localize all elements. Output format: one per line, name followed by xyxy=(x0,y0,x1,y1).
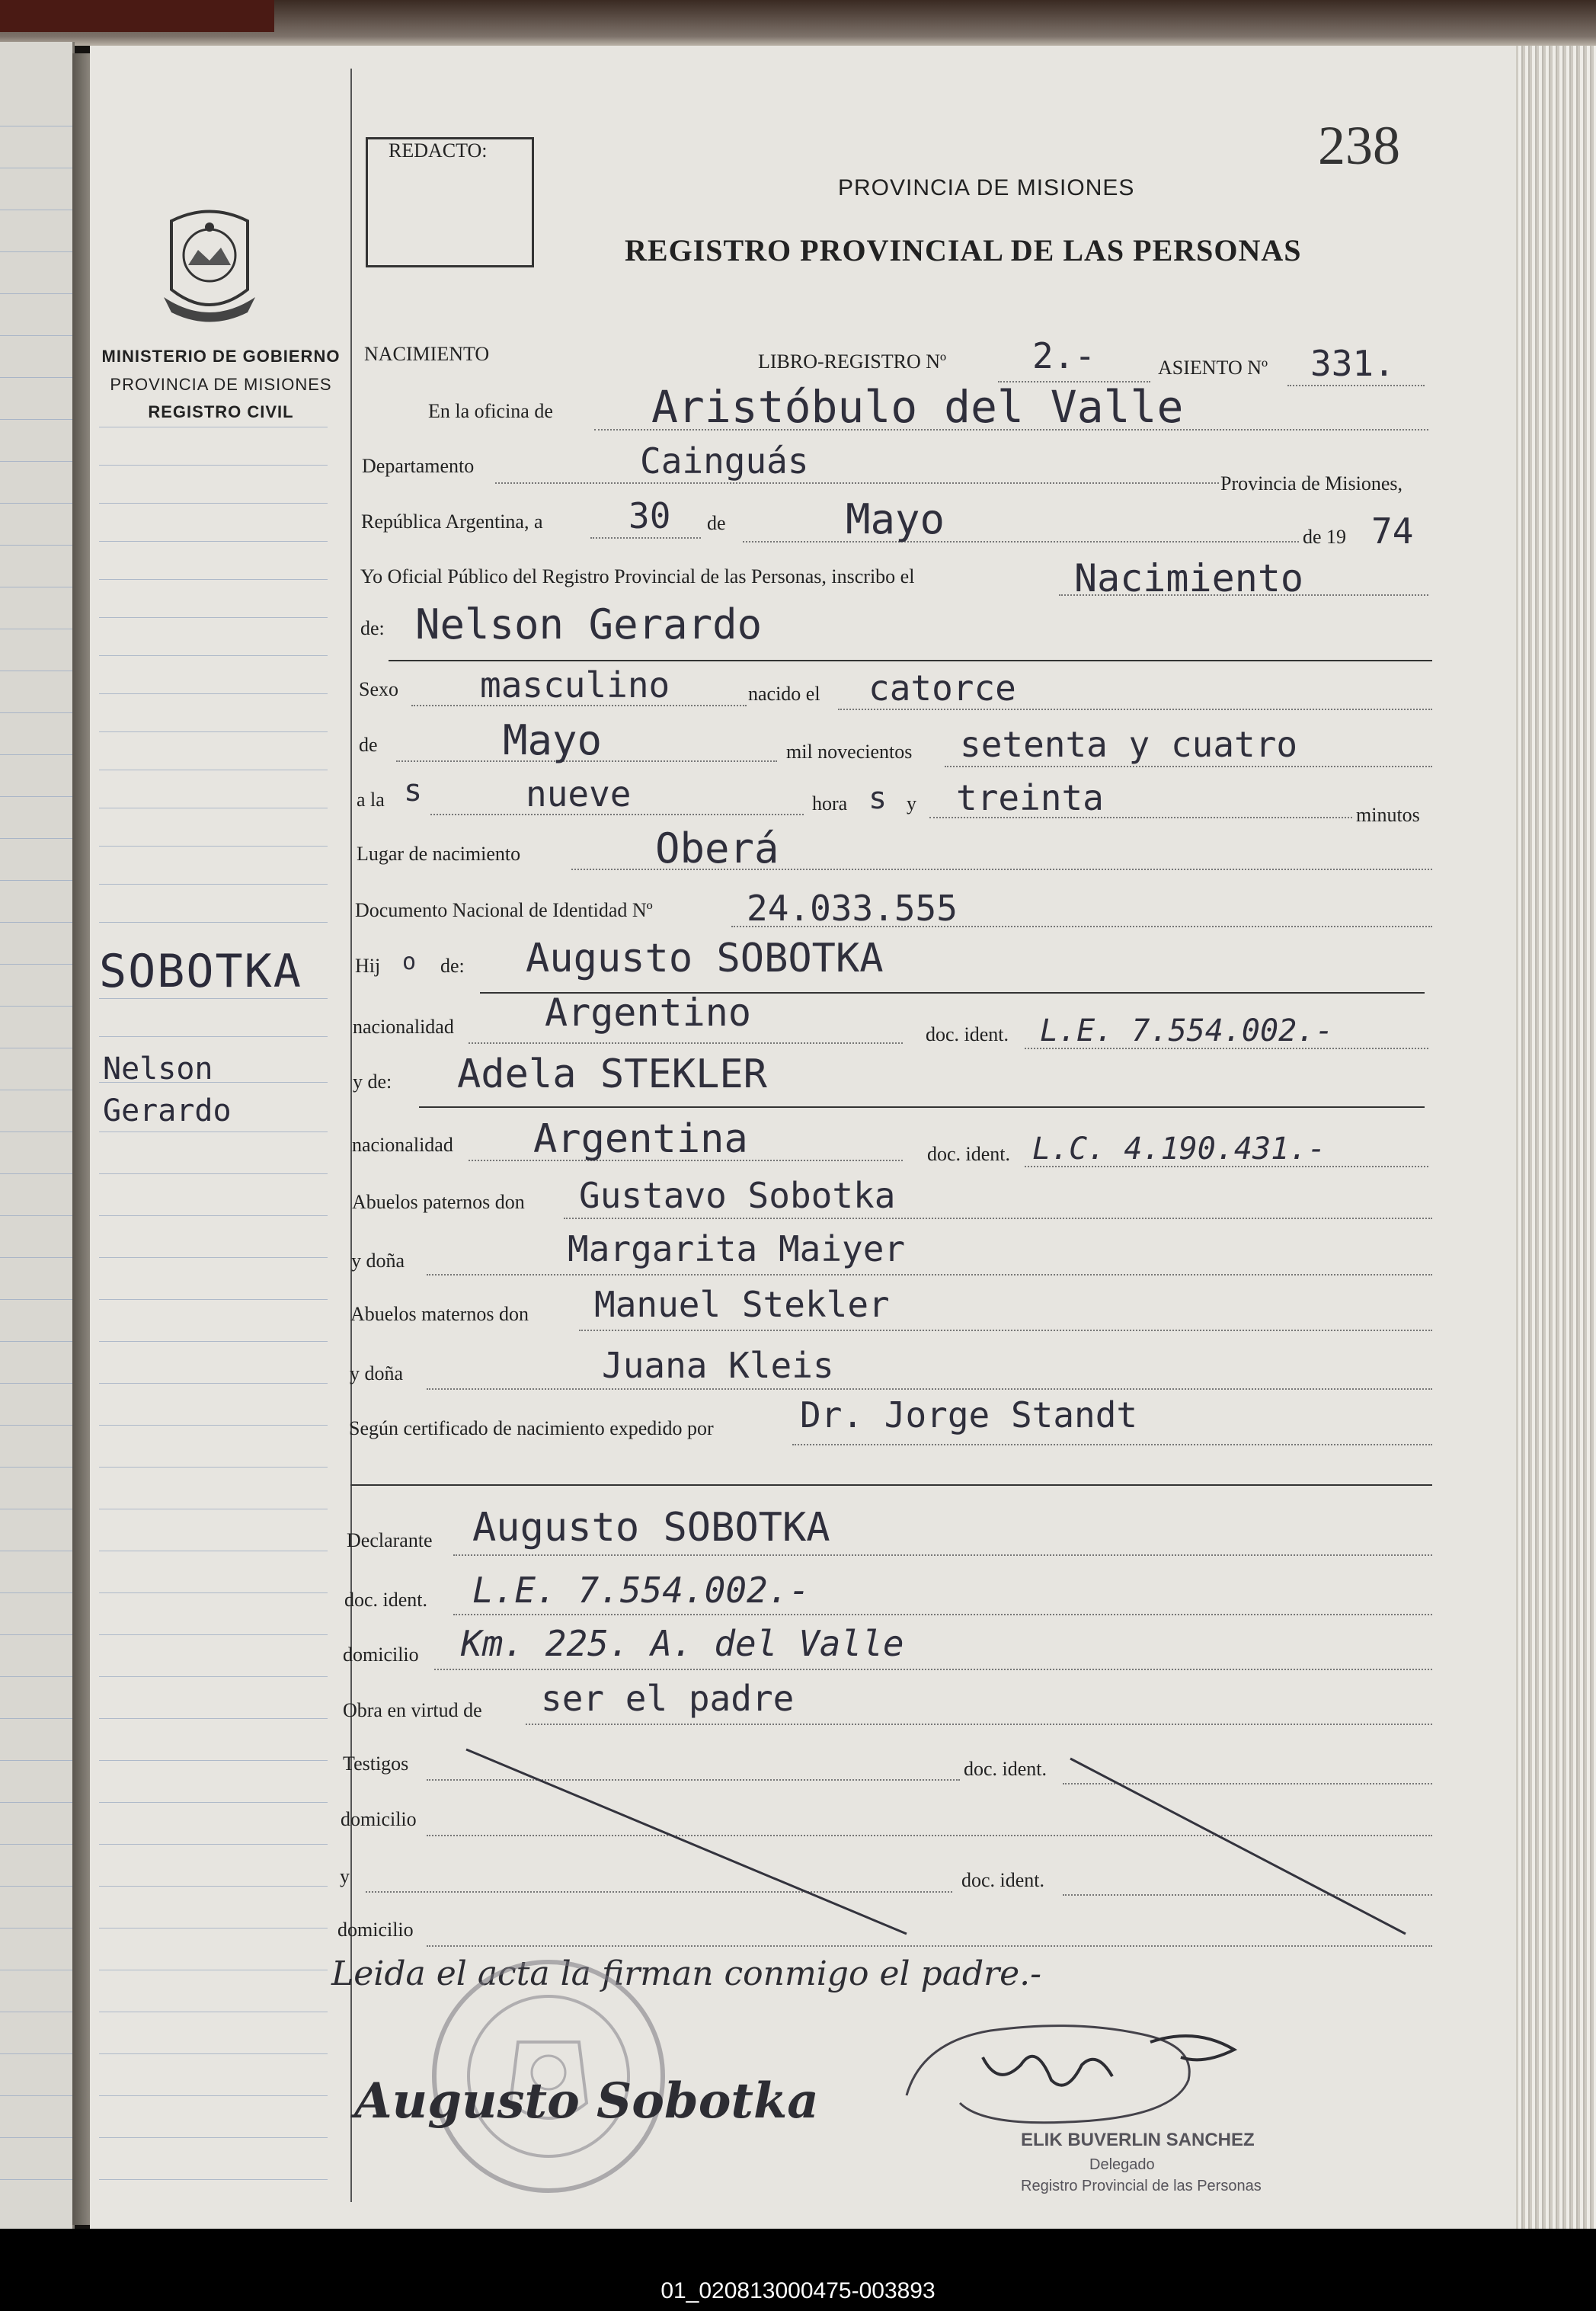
declarante-domicilio-label: domicilio xyxy=(343,1644,419,1666)
a-la-suffix-value: s xyxy=(404,773,423,808)
testigos-cancel-strokes xyxy=(457,1737,1447,1958)
abuelo-paterno-line xyxy=(564,1218,1432,1219)
madre-value: Adela STEKLER xyxy=(457,1051,767,1097)
province-crest-icon xyxy=(156,206,263,328)
declarante-doc-value: L.E. 7.554.002.- xyxy=(472,1570,811,1611)
ministry-line-1: MINISTERIO DE GOBIERNO xyxy=(101,347,341,366)
nacido-el-label: nacido el xyxy=(748,683,820,705)
provincia-label: Provincia de Misiones, xyxy=(1220,472,1403,495)
abuela-paterna-value: Margarita Maiyer xyxy=(568,1228,906,1269)
dia-letras-value: catorce xyxy=(868,667,1016,709)
abuelo-materno-value: Manuel Stekler xyxy=(594,1284,890,1325)
medico-line xyxy=(792,1444,1432,1445)
departamento-value: Cainguás xyxy=(640,440,809,482)
madre-rule xyxy=(419,1106,1425,1108)
libro-registro-label: LIBRO-REGISTRO Nº xyxy=(758,350,947,373)
ministry-line-2: PROVINCIA DE MISIONES xyxy=(110,375,332,394)
nacido-line xyxy=(838,709,1432,710)
declarante-domicilio-value: Km. 225. A. del Valle xyxy=(461,1623,904,1664)
a-la-label: a la xyxy=(357,789,385,811)
mes-line xyxy=(743,541,1299,543)
hijo-marker-value: o xyxy=(402,949,417,975)
testigo-1-domicilio-label: domicilio xyxy=(341,1808,417,1830)
abuela-paterna-line xyxy=(427,1274,1432,1276)
mes-value: Mayo xyxy=(846,495,945,543)
declarante-label: Declarante xyxy=(347,1529,433,1551)
hijo-de-suffix-label: de: xyxy=(440,955,465,977)
anio-letras-line xyxy=(945,766,1432,767)
minutos-label: minutos xyxy=(1356,804,1420,826)
hijo-de-label: Hij xyxy=(355,955,381,977)
margin-surname: SOBOTKA xyxy=(99,945,302,998)
libro-registro-value: 2.- xyxy=(1032,335,1096,376)
anio-letras-value: setenta y cuatro xyxy=(960,724,1298,765)
registry-title: REGISTRO PROVINCIAL DE LAS PERSONAS xyxy=(625,233,1302,267)
page-stack-edges xyxy=(1516,46,1596,2233)
lectura-text: Leida el acta la firman conmigo el padre.- xyxy=(331,1954,1042,1993)
madre-nacionalidad-value: Argentina xyxy=(533,1116,748,1162)
abuela-paterna-label: y doña xyxy=(351,1250,405,1272)
republica-label: República Argentina, a xyxy=(361,511,543,533)
delegado-cargo: Delegado xyxy=(1089,2156,1155,2173)
acto-value: Nacimiento xyxy=(1074,556,1304,600)
de-label: de xyxy=(707,512,726,534)
departamento-label: Departamento xyxy=(362,455,475,477)
departamento-line xyxy=(495,482,1219,484)
delegado-registro: Registro Provincial de las Personas xyxy=(1021,2178,1262,2194)
abuela-materna-value: Juana Kleis xyxy=(602,1345,834,1386)
book-cover-edge xyxy=(0,0,274,32)
asiento-label: ASIENTO Nº xyxy=(1158,357,1268,379)
madre-label: y de: xyxy=(353,1071,392,1093)
madre-doc-label: doc. ident. xyxy=(927,1143,1011,1165)
nacimiento-label: NACIMIENTO xyxy=(364,343,490,365)
nombre-label: de: xyxy=(360,617,385,639)
declarante-doc-label: doc. ident. xyxy=(344,1589,428,1611)
dni-label: Documento Nacional de Identidad Nº xyxy=(355,899,653,921)
yo-oficial-label: Yo Oficial Público del Registro Provincial de las Personas, inscribo el xyxy=(360,565,915,587)
testigo-2-label: y xyxy=(340,1865,350,1887)
anio-prefix-label: de 19 xyxy=(1303,526,1347,548)
asiento-line xyxy=(1287,385,1425,386)
acto-line xyxy=(1059,594,1428,596)
obra-line xyxy=(526,1724,1432,1725)
abuelos-maternos-label: Abuelos maternos don xyxy=(350,1303,529,1325)
abuelos-paternos-label: Abuelos paternos don xyxy=(352,1191,525,1213)
firma-padre: Augusto Sobotka xyxy=(354,2073,819,2130)
de-mes-label: de xyxy=(359,734,378,756)
lugar-value: Oberá xyxy=(655,824,779,872)
dia-line xyxy=(590,537,701,539)
declarante-line xyxy=(453,1554,1432,1556)
oficina-value: Aristóbulo del Valle xyxy=(651,381,1184,433)
hora-suffix-value: s xyxy=(868,781,888,816)
margin-given-name-1: Nelson xyxy=(103,1051,213,1087)
minutos-letras-value: treinta xyxy=(956,777,1104,818)
padre-doc-label: doc. ident. xyxy=(926,1023,1009,1045)
testigo-1-doc-label: doc. ident. xyxy=(964,1758,1047,1780)
abuela-materna-label: y doña xyxy=(350,1362,404,1384)
mil-novecientos-label: mil novecientos xyxy=(786,741,913,763)
obra-value: ser el padre xyxy=(541,1678,795,1719)
padre-nacionalidad-value: Argentino xyxy=(545,991,751,1035)
section-rule xyxy=(350,1484,1432,1486)
left-facing-page xyxy=(0,42,75,2229)
oficina-label: En la oficina de xyxy=(428,400,553,422)
ministry-line-3: REGISTRO CIVIL xyxy=(148,402,294,421)
anio-value: 74 xyxy=(1371,511,1414,552)
nombre-value: Nelson Gerardo xyxy=(415,600,763,648)
testigos-label: Testigos xyxy=(343,1752,409,1775)
declarante-value: Augusto SOBOTKA xyxy=(472,1505,830,1551)
dni-value: 24.033.555 xyxy=(747,888,958,929)
margin-given-name-2: Gerardo xyxy=(103,1093,232,1128)
declarante-domicilio-line xyxy=(434,1669,1432,1670)
padre-doc-value: L.E. 7.554.002.- xyxy=(1040,1013,1334,1048)
lugar-label: Lugar de nacimiento xyxy=(357,843,521,865)
abuelo-materno-line xyxy=(579,1330,1432,1331)
dia-value: 30 xyxy=(628,495,671,536)
medico-value: Dr. Jorge Standt xyxy=(800,1394,1138,1436)
madre-doc-value: L.C. 4.190.431.- xyxy=(1032,1131,1326,1167)
hora-letras-value: nueve xyxy=(526,773,632,815)
page-number: 238 xyxy=(1318,115,1400,176)
testigo-2-doc-label: doc. ident. xyxy=(961,1869,1045,1891)
y-label: y xyxy=(907,792,916,815)
asiento-value: 331. xyxy=(1310,343,1395,384)
hora-label: hora xyxy=(812,792,848,815)
sexo-label: Sexo xyxy=(359,678,398,700)
sexo-value: masculino xyxy=(480,664,670,706)
delegado-nombre: ELIK BUVERLIN SANCHEZ xyxy=(1021,2130,1255,2150)
delegate-signature-icon xyxy=(876,2012,1303,2133)
declarante-doc-line xyxy=(453,1614,1432,1615)
padre-nacionalidad-label: nacionalidad xyxy=(353,1016,454,1038)
testigo-2-domicilio-label: domicilio xyxy=(337,1919,414,1941)
obra-label: Obra en virtud de xyxy=(343,1699,482,1721)
archive-document-id: 01_020813000475-003893 xyxy=(660,2278,936,2303)
madre-nacionalidad-label: nacionalidad xyxy=(352,1134,453,1156)
province-title: PROVINCIA DE MISIONES xyxy=(838,175,1135,200)
segun-label: Según certificado de nacimiento expedido por xyxy=(349,1417,714,1439)
redacto-label: REDACTO: xyxy=(389,139,488,162)
padre-nacionalidad-line xyxy=(469,1042,903,1044)
mes-nac-value: Mayo xyxy=(503,716,603,764)
nombre-rule xyxy=(389,660,1432,661)
abuela-materna-line xyxy=(427,1388,1432,1390)
padre-value: Augusto SOBOTKA xyxy=(526,936,884,981)
abuelo-paterno-value: Gustavo Sobotka xyxy=(579,1175,896,1216)
